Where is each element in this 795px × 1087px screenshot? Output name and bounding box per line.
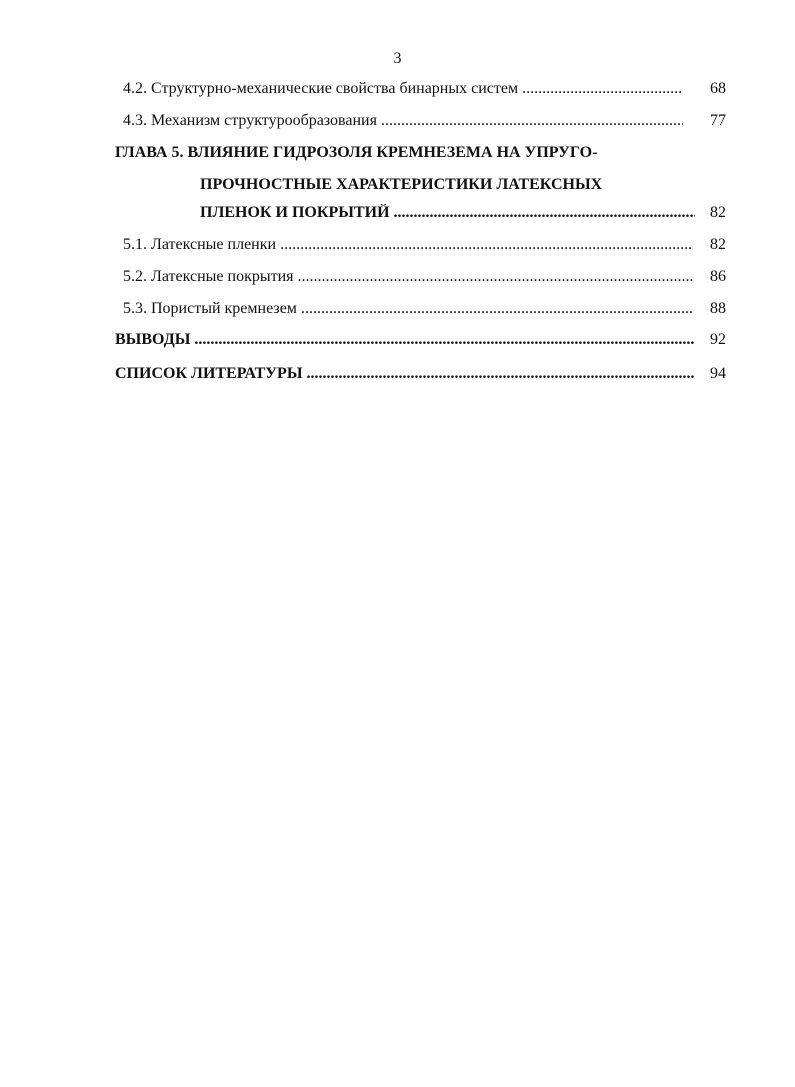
- toc-entry: [0, 300, 795, 324]
- toc-page: 82: [710, 204, 726, 221]
- toc-entry: [0, 204, 795, 228]
- toc-page: 94: [710, 365, 726, 382]
- toc-label: ВЫВОДЫ .....: [115, 331, 695, 349]
- toc-page: 77: [710, 112, 726, 129]
- toc-page: 88: [710, 300, 726, 317]
- toc-entry: [0, 236, 795, 260]
- toc-page: 82: [710, 236, 726, 253]
- chapter-heading-line: ГЛАВА 5. ВЛИЯНИЕ ГИДРОЗОЛЯ КРЕМНЕЗЕМА НА УПРУГО-: [115, 144, 598, 161]
- toc-entry: [0, 365, 795, 389]
- toc-label: 4.3. Механизм структурообразования .....: [123, 112, 683, 130]
- toc-entry: [0, 80, 795, 104]
- toc-page: 92: [710, 331, 726, 348]
- toc-entry: [0, 331, 795, 355]
- page-number: 3: [393, 50, 402, 67]
- toc-label: СПИСОК ЛИТЕРАТУРЫ .....: [115, 365, 695, 383]
- chapter-heading-line: ПРОЧНОСТНЫЕ ХАРАКТЕРИСТИКИ ЛАТЕКСНЫХ: [200, 176, 603, 193]
- toc-label: 4.2. Структурно-механические свойства бинарных систем .....: [123, 80, 683, 98]
- toc-label: 5.3. Пористый кремнезем .....: [123, 300, 693, 318]
- toc-page: 68: [710, 80, 726, 97]
- toc-entry: [0, 112, 795, 136]
- toc-label: 5.1. Латексные пленки .....: [123, 236, 693, 254]
- toc-page: 86: [710, 268, 726, 285]
- toc-entry: [0, 268, 795, 292]
- toc-label: 5.2. Латексные покрытия .....: [123, 268, 693, 286]
- toc-label: ПЛЕНОК И ПОКРЫТИЙ .....: [200, 204, 695, 222]
